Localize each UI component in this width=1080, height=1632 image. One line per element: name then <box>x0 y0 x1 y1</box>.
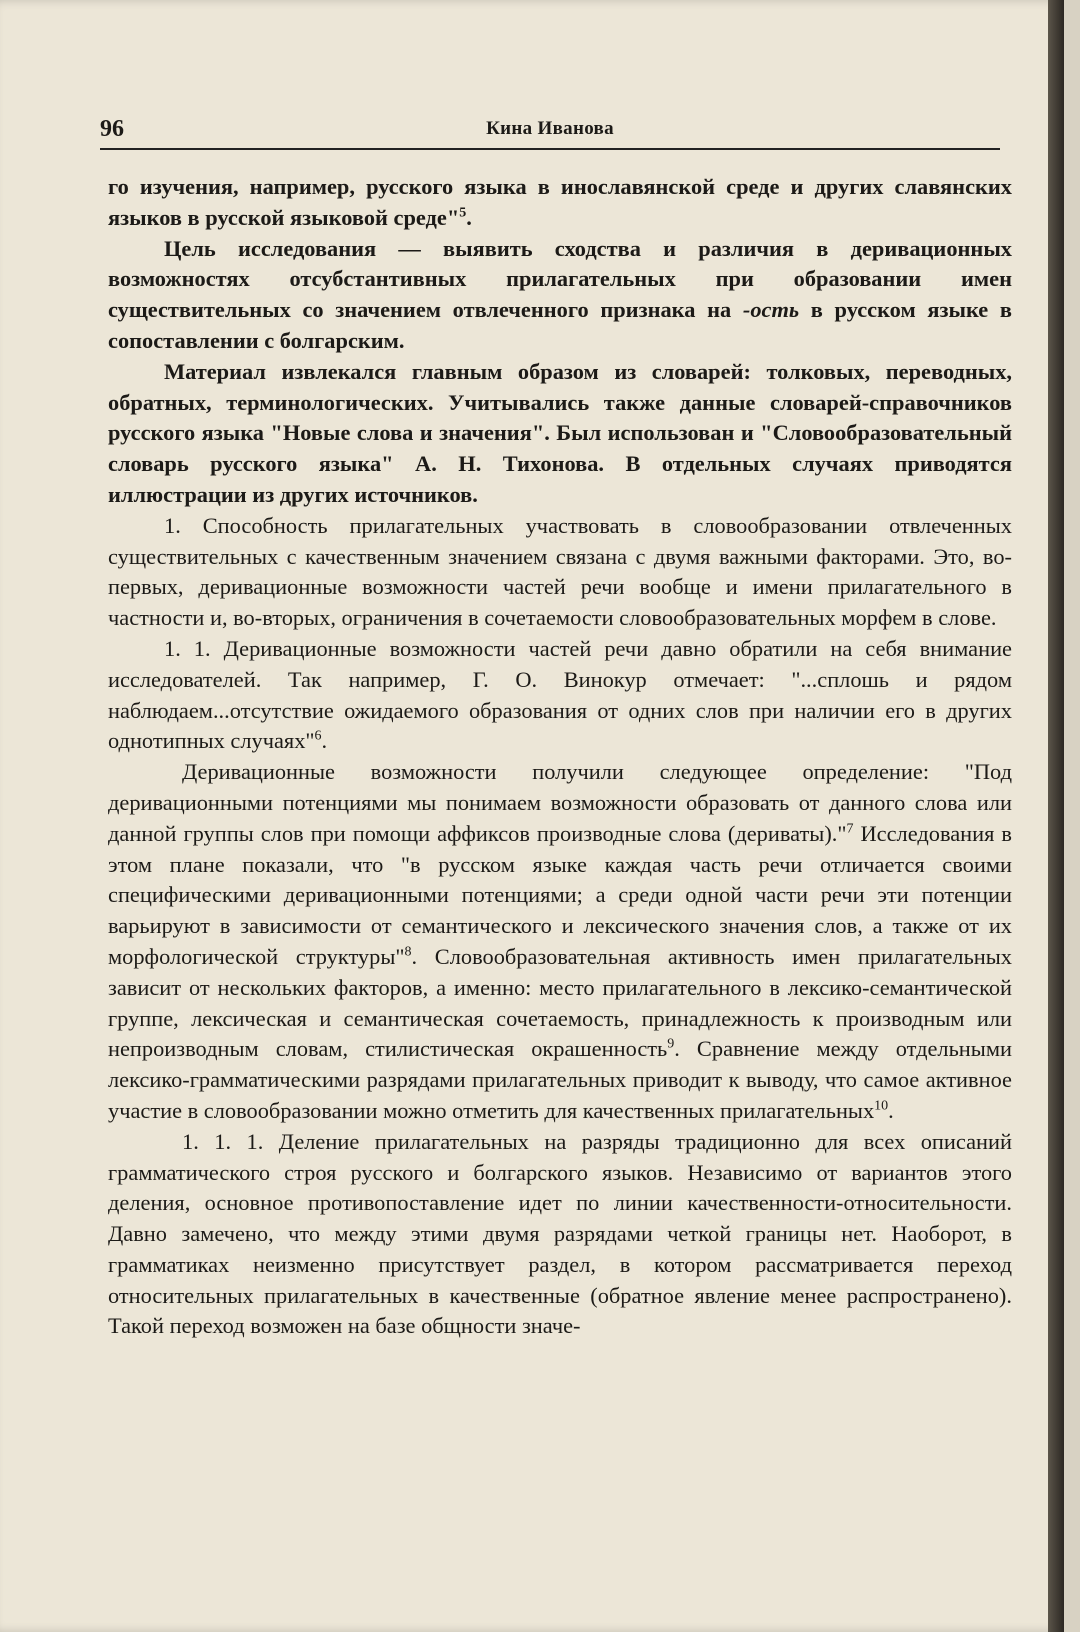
paragraph-text: 1. 1. 1. Деление прилагательных на разряды традиционно для всех описаний грамматического строя русского и болгарского языков. Независимо от вариантов этого деления, основное противопоставление идет по линии качественности-относительности. Давно замечено, что между этими двумя разрядами четкой границы нет. Наоборот, в грамматиках неизменно присутствует раздел, в котором рассматривается переход относительных прилагательных в качественные (обратное явление менее распространено). Такой переход возможен на базе общности значе- <box>108 1128 1012 1339</box>
paragraph-material <box>108 357 1012 511</box>
paragraph-text: Исследования в этом плане показали, что "в русском языке каждая часть речи отличается своими специфическими деривационными потенциями; а среди одной части речи эти потенции варьируют в зависимости от семантического и лексического значения слов, а также от их морфологической структуры" <box>108 820 1013 969</box>
paragraph-tail: . <box>466 204 472 230</box>
page-number: 96 <box>100 116 124 142</box>
paragraph-section-1-1 <box>108 634 1012 757</box>
footnote-ref: 8 <box>404 944 412 960</box>
paragraph-text: Материал извлекался главным образом из словарей: толковых, переводных, обратных, терминологических. Учитывались также данные словарей-справочников русского языка "Новые слова и значения". Был использован и "Словообразовательный словарь русского языка" А. Н. Тихонова. В отдельных случаях приводятся иллюстрации из других источников. <box>108 358 1012 507</box>
paragraph-tail: . <box>888 1097 894 1123</box>
paragraph-continuation <box>108 172 1012 234</box>
footnote-ref: 5 <box>459 205 467 221</box>
running-head <box>100 112 1000 146</box>
paragraph-derivational <box>108 757 1012 1127</box>
footnote-ref: 6 <box>314 728 322 744</box>
paragraph-text: го изучения, например, русского языка в инославянской среде и других славянских языков в русской языковой среде" <box>108 174 1012 230</box>
paragraph-text: 1. Способность прилагательных участвовать в словообразовании отвлеченных существительных с качественным значением связана с двумя важными факторами. Это, во-первых, деривационные возможности частей речи вообще и имени прилагательного в частности и, во-вторых, ограничения в сочетаемости словообразовательных морфем в слове. <box>108 512 1012 631</box>
footnote-ref: 7 <box>846 821 854 837</box>
footnote-ref: 10 <box>874 1098 889 1114</box>
paragraph-tail: в русском языке в сопоставлении с болгарским. <box>108 297 1012 353</box>
paragraph-section-1 <box>108 511 1012 634</box>
paragraph-text: Деривационные возможности получили следующее определение: "Под деривационными потенциями мы понимаем возможности образовать от данного слова или данной группы слов при помощи аффиксов производные слова (дериваты)." <box>108 759 1012 846</box>
author-name: Кина Иванова <box>486 118 614 139</box>
paragraph-section-1-1-1 <box>108 1127 1012 1343</box>
paragraph-text: 1. 1. Деривационные возможности частей речи давно обратили на себя внимание исследователей. Так например, Г. О. Винокур отмечает: "...сплошь и рядом наблюдаем...отсутствие ожидаемого образования от одних слов при наличии его в других однотипных случаях" <box>108 635 1012 754</box>
paragraph-goal <box>108 234 1012 357</box>
page-edge-shadow <box>1048 0 1064 1632</box>
footnote-ref: 9 <box>667 1036 675 1052</box>
paragraph-text: . Сравнение между отдельными лексико-грамматическими разрядами прилагательных приводит к выводу, что самое активное участие в словообразовании можно отметить для качественных прилагательных <box>108 1036 1012 1123</box>
suffix-term: -ость <box>742 297 800 323</box>
paragraph-tail: . <box>321 728 328 754</box>
paragraph-text: . Словообразовательная активность имен прилагательных зависит от нескольких факторов, а именно: место прилагательного в лексико-семантической группе, лексическая и семантическая сочетаемость, принадлежность к производным или непроизводным словам, стилистическая окрашенность <box>108 943 1012 1062</box>
paragraph-text: Цель исследования — выявить сходства и различия в деривационных возможностях отсубстантивных прилагательных при образовании имен существительных со значением отвлеченного признака на <box>108 235 1012 323</box>
header-rule <box>100 148 1000 150</box>
body-text <box>108 172 1012 1342</box>
